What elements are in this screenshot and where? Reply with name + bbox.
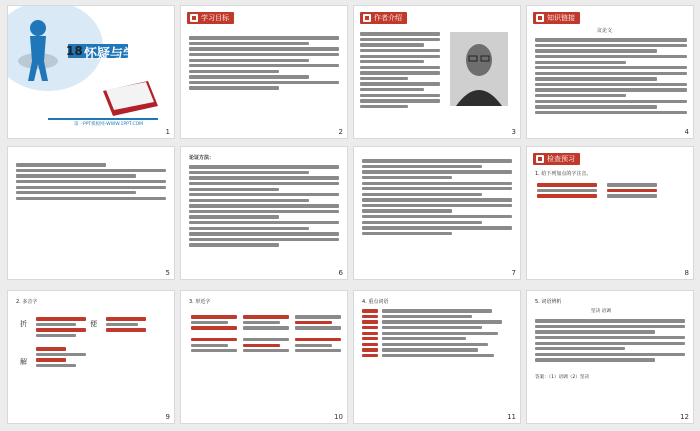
- slide-subtitle: 5. 词语辨析: [535, 299, 562, 305]
- char-3: 解: [20, 358, 27, 366]
- discrimination-body: [535, 317, 685, 362]
- slide-number: 12: [680, 413, 689, 421]
- objectives-body: [189, 34, 339, 90]
- lesson-title: 怀疑与学问: [84, 47, 150, 62]
- slide-number: 8: [684, 269, 689, 277]
- slide-tag: 知识链接: [533, 12, 580, 24]
- slide-11[interactable]: [353, 290, 521, 424]
- slide-tag: 作者介绍: [360, 12, 407, 24]
- slide-subtitle: 1. 给下列加点的字注音。: [535, 171, 592, 177]
- slide-subtitle: 3. 形近字: [189, 299, 211, 305]
- slide-number: 9: [165, 413, 170, 421]
- slide-number: 1: [165, 128, 170, 136]
- char-1: 折: [20, 320, 27, 328]
- slide-7[interactable]: [353, 146, 521, 280]
- slide-subtitle: 议论文: [597, 28, 613, 34]
- pinyin-exercise: [537, 181, 685, 198]
- slide-12[interactable]: [526, 290, 694, 424]
- vocab-list: [362, 307, 512, 357]
- slide-3[interactable]: [353, 5, 521, 139]
- slide-subtitle: 2. 多音字: [16, 299, 38, 305]
- polyphone-list-2: [106, 315, 146, 332]
- lesson-number: 18: [66, 44, 83, 58]
- evidence-body: [16, 161, 166, 200]
- slide-10[interactable]: [180, 290, 348, 424]
- slide-2[interactable]: [180, 5, 348, 139]
- slide-number: 4: [684, 128, 689, 136]
- slide-number: 7: [511, 269, 516, 277]
- slide-number: 11: [507, 413, 516, 421]
- slide-number: 2: [338, 128, 343, 136]
- slide-8[interactable]: [526, 146, 694, 280]
- slide-9[interactable]: [7, 290, 175, 424]
- cover-art: [8, 6, 175, 139]
- slide-number: 3: [511, 128, 516, 136]
- slide-6[interactable]: [180, 146, 348, 280]
- similar-chars-grid: [191, 313, 341, 352]
- slide-1[interactable]: [7, 5, 175, 139]
- cover-footer: 第一PPT模板网-WWW.1PPT.COM: [74, 122, 144, 127]
- slide-number: 5: [165, 269, 170, 277]
- methods-body: [189, 163, 339, 247]
- slide-4[interactable]: [526, 5, 694, 139]
- slide-number: 6: [338, 269, 343, 277]
- slide-tag: 检查预习: [533, 153, 580, 165]
- methods-body-2: [362, 157, 512, 235]
- char-2: 便: [90, 320, 97, 328]
- author-portrait: [450, 32, 508, 106]
- discrimination-words: 坚决 语调: [591, 309, 611, 314]
- polyphone-list: [36, 315, 86, 367]
- author-bio: [360, 30, 440, 108]
- answer-text: 答案：（1）语调（2）坚决: [535, 375, 590, 380]
- slide-subtitle: 4. 重点词语: [362, 299, 389, 305]
- slide-number: 10: [334, 413, 343, 421]
- slide-5[interactable]: [7, 146, 175, 280]
- slide-heading: 论证方法：: [189, 155, 215, 161]
- slide-tag: 学习目标: [187, 12, 234, 24]
- knowledge-body: [535, 36, 687, 114]
